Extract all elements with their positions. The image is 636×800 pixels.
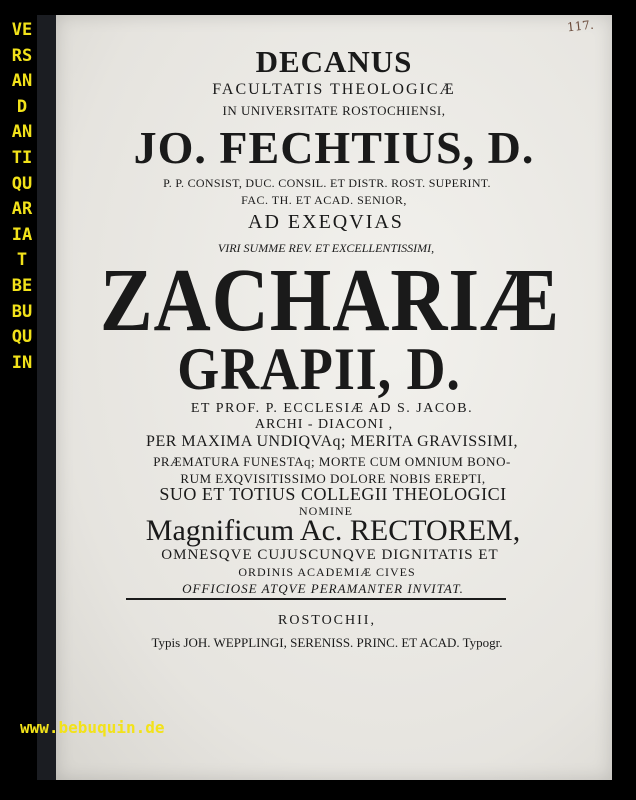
author-name: JO. FECHTIUS, D. xyxy=(133,122,535,173)
heading-decanus: DECANUS xyxy=(255,44,413,79)
merits-line: PER MAXIMA UNDIQVAq; MERITA GRAVISSIMI, xyxy=(146,433,518,450)
deceased-surname: GRAPII, D. xyxy=(177,336,461,402)
office-line1: ET PROF. P. ECCLESIÆ AD S. JACOB. xyxy=(190,401,474,416)
death-line1: PRÆMATURA FUNESTAq; MORTE CUM OMNIUM BONO- xyxy=(153,454,511,469)
faculty-line: FACULTATIS THEOLOGICÆ xyxy=(212,81,456,98)
deceased-first-name: ZACHARIÆ xyxy=(99,251,561,350)
website-url: www.bebuquin.de xyxy=(20,718,165,737)
office-line2: ARCHI - DIACONI , xyxy=(254,417,394,432)
document-page xyxy=(56,15,612,780)
exequias-line: AD EXEQVIAS xyxy=(248,211,404,233)
author-titles-line1: P. P. CONSIST, DUC. CONSIL. ET DISTR. ROST. SUPERINT. xyxy=(163,176,491,190)
imprint-printer: Typis JOH. WEPPLINGI, SERENISS. PRINC. ET ACAD. Typogr. xyxy=(151,635,503,650)
rector-line: Magnificum Ac. RECTOREM, xyxy=(145,514,521,547)
nomine-line: NOMINE xyxy=(299,504,353,518)
cives-line: ORDINIS ACADEMIÆ CIVES xyxy=(238,565,416,579)
honorific-line: VIRI SUMME REV. ET EXCELLENTISSIMI, xyxy=(217,241,435,255)
side-banner-text: VERSAND ANTIQUARIAT BEBUQUIN xyxy=(11,20,33,373)
death-line2: RUM EXQVISITISSIMO DOLORE NOBIS EREPTI, xyxy=(180,471,486,486)
author-titles-line2: FAC. TH. ET ACAD. SENIOR, xyxy=(241,193,407,207)
imprint-place: ROSTOCHII, xyxy=(278,613,376,628)
divider-rule xyxy=(126,598,506,600)
invitat-line: OFFICIOSE ATQVE PERAMANTER INVITAT. xyxy=(182,581,464,596)
folio-number: 117. xyxy=(566,17,595,35)
collegium-line: SUO ET TOTIUS COLLEGII THEOLOGICI xyxy=(159,484,507,504)
university-line: IN UNIVERSITATE ROSTOCHIENSI, xyxy=(222,103,446,118)
dignitatis-line: OMNESQVE CUJUSCUNQVE DIGNITATIS ET xyxy=(161,547,499,563)
